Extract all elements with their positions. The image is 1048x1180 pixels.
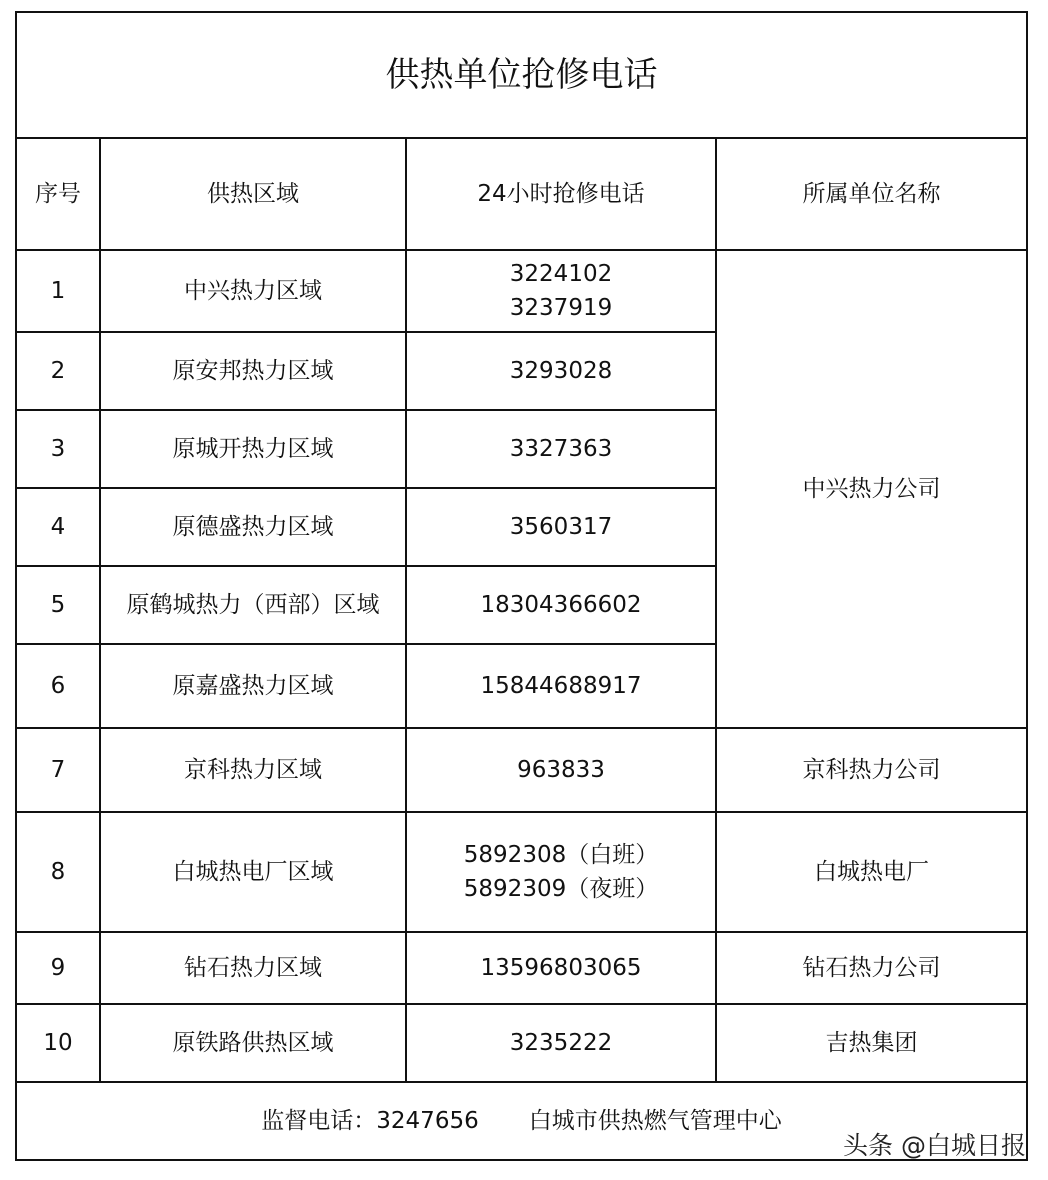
row-area: 原德盛热力区域: [100, 488, 406, 566]
row-no: 10: [16, 1004, 100, 1082]
header-no: 序号: [16, 138, 100, 250]
row-area: 原铁路供热区域: [100, 1004, 406, 1082]
row-phone: [406, 250, 716, 332]
header-unit: 所属单位名称: [716, 138, 1027, 250]
row-phone: 3235222: [406, 1004, 716, 1082]
row-no: 2: [16, 332, 100, 410]
row-no: 7: [16, 728, 100, 812]
row-phone: 13596803065: [406, 932, 716, 1004]
row-unit: 白城热电厂: [716, 812, 1027, 932]
table-row: [16, 250, 1027, 332]
row-unit: 京科热力公司: [716, 728, 1027, 812]
table-row: [16, 812, 1027, 932]
row-phone: 3293028: [406, 332, 716, 410]
row-unit: 钻石热力公司: [716, 932, 1027, 1004]
row-phone: 18304366602: [406, 566, 716, 644]
row-no: 1: [16, 250, 100, 332]
row-area: 原嘉盛热力区域: [100, 644, 406, 728]
supervision-phone: 监督电话：3247656: [261, 1108, 479, 1134]
table-title: 供热单位抢修电话: [16, 12, 1027, 138]
row-area: 白城热电厂区域: [100, 812, 406, 932]
phone-number: 5892309（夜班）: [463, 876, 659, 902]
header-phone: 24小时抢修电话: [406, 138, 716, 250]
management-center: 白城市供热燃气管理中心: [528, 1108, 782, 1134]
row-phone: 3327363: [406, 410, 716, 488]
row-unit: 吉热集团: [716, 1004, 1027, 1082]
row-no: 3: [16, 410, 100, 488]
table-row: [16, 932, 1027, 1004]
row-phone: 15844688917: [406, 644, 716, 728]
row-no: 6: [16, 644, 100, 728]
row-no: 5: [16, 566, 100, 644]
table-row: [16, 728, 1027, 812]
row-area: 钻石热力区域: [100, 932, 406, 1004]
header-area: 供热区域: [100, 138, 406, 250]
phone-number: 3224102: [509, 261, 613, 287]
row-area: 原城开热力区域: [100, 410, 406, 488]
row-area: 京科热力区域: [100, 728, 406, 812]
heating-repair-table: [15, 11, 1028, 1161]
row-area: 原鹤城热力（西部）区域: [100, 566, 406, 644]
table-row: [16, 1004, 1027, 1082]
row-phone: 3560317: [406, 488, 716, 566]
row-no: 8: [16, 812, 100, 932]
row-no: 4: [16, 488, 100, 566]
row-unit-merged: 中兴热力公司: [716, 250, 1027, 728]
row-phone: [406, 812, 716, 932]
row-phone: 963833: [406, 728, 716, 812]
header-row: [16, 138, 1027, 250]
phone-number: 3237919: [509, 295, 613, 321]
row-area: 原安邦热力区域: [100, 332, 406, 410]
row-no: 9: [16, 932, 100, 1004]
phone-number: 5892308（白班）: [463, 842, 659, 868]
watermark: 头条 @白城日报: [843, 1131, 1026, 1160]
row-area: 中兴热力区域: [100, 250, 406, 332]
